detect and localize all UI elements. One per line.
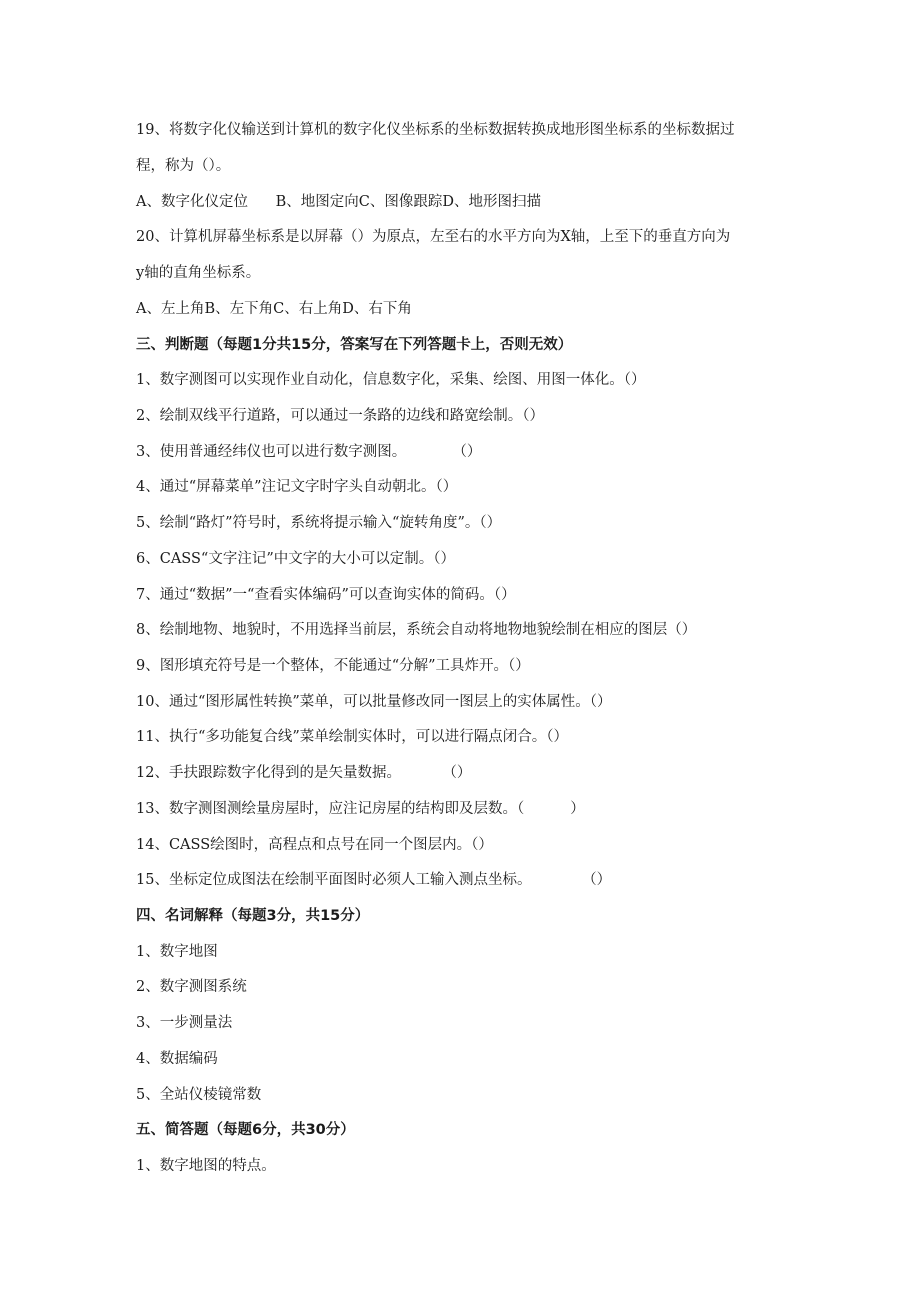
section-3-heading: 三、判断题（每题1分共15分，答案写在下列答题卡上，否则无效）: [136, 337, 573, 353]
term-item: 4、数据编码: [136, 1051, 218, 1067]
judgment-item: 8、绘制地物、地貌时，不用选择当前层，系统会自动将地物地貌绘制在相应的图层（）: [136, 622, 697, 638]
judgment-item: 1、数字测图可以实现作业自动化，信息数字化，采集、绘图、用图一体化。（）: [136, 372, 646, 388]
judgment-item: 11、执行“多功能复合线”菜单绘制实体时，可以进行隔点闭合。（）: [136, 729, 569, 745]
judgment-item: 12、手扶跟踪数字化得到的是矢量数据。 （）: [136, 765, 472, 781]
judgment-item: 9、图形填充符号是一个整体，不能通过“分解”工具炸开。（）: [136, 658, 530, 674]
judgment-item: 13、数字测图测绘量房屋时，应注记房屋的结构即及层数。（ ）: [136, 801, 585, 817]
question-20-options: A、左上角B、左下角C、右上角D、右下角: [136, 301, 412, 317]
term-item: 3、一步测量法: [136, 1015, 233, 1031]
judgment-item: 10、通过“图形属性转换”菜单，可以批量修改同一图层上的实体属性。（）: [136, 694, 612, 710]
question-19-line-1: 19、将数字化仪输送到计算机的数字化仪坐标系的坐标数据转换成地形图坐标系的坐标数据过: [136, 122, 735, 138]
term-item: 2、数字测图系统: [136, 979, 247, 995]
judgment-item: 2、绘制双线平行道路，可以通过一条路的边线和路宽绘制。（）: [136, 408, 544, 424]
section-4-heading: 四、名词解释（每题3分，共15分）: [136, 908, 370, 924]
term-item: 1、数字地图: [136, 944, 218, 960]
judgment-item: 3、使用普通经纬仪也可以进行数字测图。 （）: [136, 444, 482, 460]
question-20-line-2: y轴的直角坐标系。: [136, 265, 261, 281]
judgment-item: 5、绘制“路灯”符号时，系统将提示输入“旋转角度”。（）: [136, 515, 502, 531]
section-5-heading: 五、简答题（每题6分，共30分）: [136, 1122, 355, 1138]
judgment-item: 6、CASS“文字注记”中文字的大小可以定制。（）: [136, 551, 455, 567]
short-answer-item: 1、数字地图的特点。: [136, 1158, 276, 1174]
term-item: 5、全站仪棱镜常数: [136, 1087, 262, 1103]
judgment-item: 7、通过“数据”一“查看实体编码”可以查询实体的简码。（）: [136, 587, 516, 603]
judgment-item: 14、CASS绘图时，高程点和点号在同一个图层内。（）: [136, 837, 493, 853]
judgment-item: 15、坐标定位成图法在绘制平面图时必须人工输入测点坐标。 （）: [136, 872, 612, 888]
question-19-options: A、数字化仪定位 B、地图定向C、图像跟踪D、地形图扫描: [136, 194, 541, 210]
judgment-item: 4、通过“屏幕菜单”注记文字时字头自动朝北。（）: [136, 479, 458, 495]
question-20-line-1: 20、计算机屏幕坐标系是以屏幕（）为原点，左至右的水平方向为X轴，上至下的垂直方向为: [136, 229, 731, 245]
question-19-line-2: 程，称为（）。: [136, 158, 231, 174]
